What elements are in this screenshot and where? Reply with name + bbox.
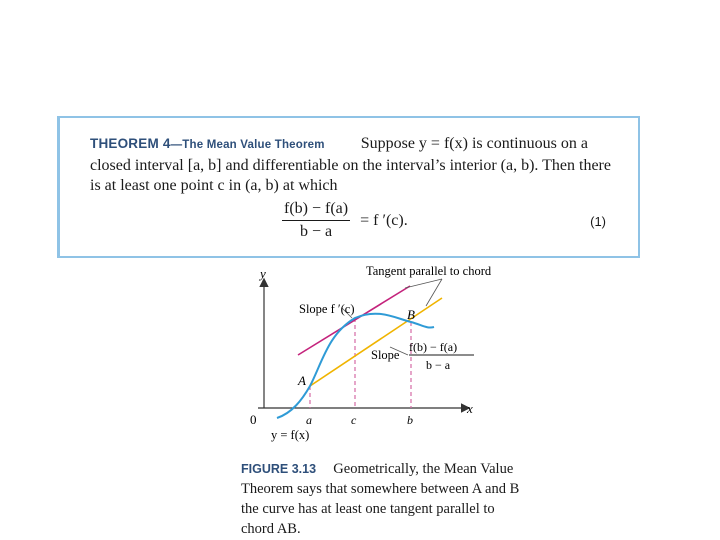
tick-label-b: b (407, 413, 413, 427)
equation-number: (1) (590, 214, 606, 229)
callout-tangent-2 (405, 279, 442, 288)
tick-label-a: a (306, 413, 312, 427)
equation-denominator: b − a (299, 223, 333, 240)
slope-label: Slope (371, 348, 400, 362)
tangent-label: Tangent parallel to chord (366, 264, 492, 278)
theorem-first-line (90, 134, 588, 155)
mvt-equation (282, 200, 408, 241)
theorem-box (57, 116, 640, 258)
figure-caption (241, 459, 531, 539)
theorem-heading (90, 136, 325, 151)
theorem-text-line-1: Suppose y = f(x) is continuous on a (360, 135, 588, 152)
mvt-figure (230, 258, 520, 458)
callout-tangent-1 (426, 279, 442, 306)
theorem-subtitle: —The Mean Value Theorem (170, 139, 325, 151)
y-axis-label: y (260, 266, 266, 281)
equation-fraction (282, 200, 350, 241)
tangent-line (298, 286, 410, 355)
theorem-text-line-3: is at least one point c in (a, b) at which (90, 177, 338, 194)
slope-fraction-numerator: f(b) − f(a) (409, 340, 458, 354)
slope-fc-label: Slope f ′(c) (299, 302, 355, 316)
theorem-text-line-2: closed interval [a, b] and differentiable on the interval’s interior (a, b). Then there (90, 157, 611, 174)
tick-label-c: c (351, 413, 357, 427)
theorem-title: THEOREM 4 (90, 136, 171, 151)
caption-label: FIGURE 3.13 (241, 462, 317, 476)
slope-fraction-denominator: b − a (426, 358, 451, 372)
point-b-label: B (407, 307, 415, 322)
equation-rhs: = f ′(c). (360, 211, 408, 229)
x-axis-label: x (467, 401, 473, 416)
caption-text: Geometrically, the Mean Value Theorem says that somewhere between A and B the curve has at least one tangent parallel to chord AB. (241, 461, 520, 537)
point-a-label: A (298, 373, 306, 388)
curve-label: y = f(x) (271, 428, 310, 442)
equation-numerator: f(b) − f(a) (282, 200, 350, 221)
origin-label: 0 (250, 412, 257, 427)
